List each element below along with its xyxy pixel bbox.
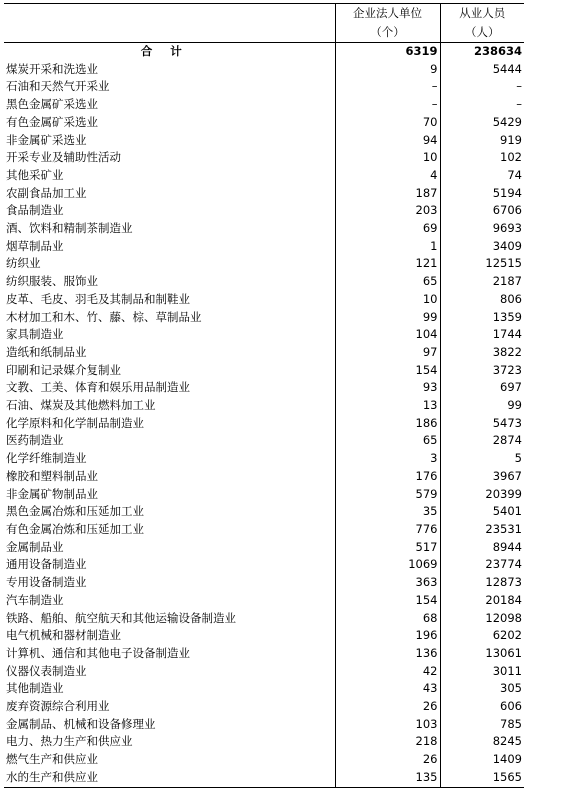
table-row <box>4 309 524 327</box>
industry-name: 燃气生产和供应业 <box>6 752 98 767</box>
units-count: 69 <box>335 220 440 238</box>
units-count: 776 <box>335 521 440 539</box>
units-count: 10 <box>335 291 440 309</box>
units-count: 517 <box>335 539 440 557</box>
industry-name: 酒、饮料和精制茶制造业 <box>6 221 133 236</box>
employee-count: 6706 <box>440 202 524 220</box>
employee-count: 3723 <box>440 362 524 380</box>
table-row <box>4 468 524 486</box>
table-row <box>4 592 524 610</box>
total-row <box>4 43 524 61</box>
industry-name: 仪器仪表制造业 <box>6 663 87 678</box>
units-count: 99 <box>335 309 440 327</box>
table-row <box>4 273 524 291</box>
units-count: 97 <box>335 344 440 362</box>
units-count: 65 <box>335 273 440 291</box>
employee-count: 1409 <box>440 751 524 769</box>
table-row <box>4 96 524 114</box>
units-count: 9 <box>335 61 440 79</box>
units-count: 218 <box>335 733 440 751</box>
table-row <box>4 450 524 468</box>
industry-name: 煤炭开采和洗选业 <box>6 61 98 76</box>
employee-count: 23531 <box>440 521 524 539</box>
units-count: 363 <box>335 574 440 592</box>
table-row <box>4 521 524 539</box>
employee-count: 1565 <box>440 769 524 787</box>
employee-count: 102 <box>440 149 524 167</box>
units-count: 43 <box>335 680 440 698</box>
employee-count: 23774 <box>440 556 524 574</box>
employee-count: 6202 <box>440 627 524 645</box>
table-row <box>4 379 524 397</box>
header-blank-cell <box>4 4 335 43</box>
employee-count: 5444 <box>440 61 524 79</box>
units-count: 1069 <box>335 556 440 574</box>
header-units-title: 企业法人单位 <box>353 6 422 20</box>
units-count: 176 <box>335 468 440 486</box>
table-row <box>4 167 524 185</box>
employee-count: 5429 <box>440 114 524 132</box>
units-count: 10 <box>335 149 440 167</box>
table-row <box>4 556 524 574</box>
total-employees: 238634 <box>440 43 524 61</box>
industry-name: 水的生产和供应业 <box>4 769 335 787</box>
employee-count: 1744 <box>440 326 524 344</box>
table-row <box>4 291 524 309</box>
table-row <box>4 149 524 167</box>
industry-name: 石油、煤炭及其他燃料加工业 <box>6 398 156 413</box>
employee-count: 20184 <box>440 592 524 610</box>
employee-count: 785 <box>440 716 524 734</box>
units-count: 68 <box>335 610 440 628</box>
industry-name: 黑色金属矿采选业 <box>6 97 98 112</box>
employee-count: 697 <box>440 379 524 397</box>
industry-name: 化学原料和化学制品制造业 <box>6 415 144 430</box>
units-count: 579 <box>335 486 440 504</box>
table-row <box>4 733 524 751</box>
employee-count: – <box>440 78 524 96</box>
industry-name: 印刷和记录媒介复制业 <box>6 362 121 377</box>
units-count: 154 <box>335 362 440 380</box>
employee-count: 1359 <box>440 309 524 327</box>
industry-name: 纺织业 <box>6 256 41 271</box>
employee-count: 5473 <box>440 415 524 433</box>
table-row <box>4 185 524 203</box>
header-units <box>335 4 440 43</box>
industry-name: 通用设备制造业 <box>6 557 87 572</box>
units-count: 65 <box>335 432 440 450</box>
employee-count: 99 <box>440 397 524 415</box>
employee-count: 919 <box>440 132 524 150</box>
industry-name: 非金属矿采选业 <box>6 132 87 147</box>
industry-name: 石油和天然气开采业 <box>6 79 110 94</box>
units-count: 1 <box>335 238 440 256</box>
table-row <box>4 397 524 415</box>
table-row <box>4 486 524 504</box>
industry-statistics-table <box>4 3 524 788</box>
industry-name: 专用设备制造业 <box>6 575 87 590</box>
table-row <box>4 61 524 79</box>
table-row <box>4 698 524 716</box>
units-count: 154 <box>335 592 440 610</box>
employee-count: 2874 <box>440 432 524 450</box>
table-row <box>4 503 524 521</box>
employee-count: 20399 <box>440 486 524 504</box>
table-row <box>4 202 524 220</box>
units-count: 186 <box>335 415 440 433</box>
employee-count: 8944 <box>440 539 524 557</box>
table-row <box>4 132 524 150</box>
industry-name: 有色金属矿采选业 <box>6 114 98 129</box>
table-row <box>4 663 524 681</box>
employee-count: 74 <box>440 167 524 185</box>
table-row <box>4 114 524 132</box>
header-units-unit: （个） <box>370 25 405 39</box>
employee-count: 12873 <box>440 574 524 592</box>
units-count: 3 <box>335 450 440 468</box>
industry-name: 烟草制品业 <box>6 238 64 253</box>
table-header-row <box>4 4 524 43</box>
table-row <box>4 344 524 362</box>
industry-name: 金属制品、机械和设备修理业 <box>6 716 156 731</box>
industry-name: 计算机、通信和其他电子设备制造业 <box>6 645 190 660</box>
header-employees-unit: （人） <box>465 25 500 39</box>
table-row <box>4 574 524 592</box>
header-employees-title: 从业人员 <box>459 6 506 20</box>
statistics-document <box>4 3 524 788</box>
table-row <box>4 645 524 663</box>
employee-count: 3011 <box>440 663 524 681</box>
industry-name: 造纸和纸制品业 <box>6 344 87 359</box>
table-row <box>4 78 524 96</box>
industry-name: 非金属矿物制品业 <box>6 486 98 501</box>
units-count: 42 <box>335 663 440 681</box>
employee-count: 5 <box>440 450 524 468</box>
industry-name: 汽车制造业 <box>6 592 64 607</box>
employee-count: 13061 <box>440 645 524 663</box>
industry-name: 电气机械和器材制造业 <box>6 628 121 643</box>
employee-count: 8245 <box>440 733 524 751</box>
table-row <box>4 680 524 698</box>
table-row <box>4 716 524 734</box>
employee-count: 9693 <box>440 220 524 238</box>
employee-count: 606 <box>440 698 524 716</box>
table-row <box>4 627 524 645</box>
industry-name: 医药制造业 <box>6 433 64 448</box>
employee-count: 2187 <box>440 273 524 291</box>
units-count: – <box>335 78 440 96</box>
header-employees <box>440 4 524 43</box>
units-count: 203 <box>335 202 440 220</box>
employee-count: 5194 <box>440 185 524 203</box>
total-label: 合计 <box>140 44 200 58</box>
units-count: 103 <box>335 716 440 734</box>
units-count: 136 <box>335 645 440 663</box>
units-count: 13 <box>335 397 440 415</box>
employee-count: – <box>440 96 524 114</box>
industry-name: 开采专业及辅助性活动 <box>6 150 121 165</box>
table-row <box>4 220 524 238</box>
employee-count: 3409 <box>440 238 524 256</box>
industry-name: 皮革、毛皮、羽毛及其制品和制鞋业 <box>6 291 190 306</box>
industry-name: 文教、工美、体育和娱乐用品制造业 <box>6 380 190 395</box>
industry-name: 废弃资源综合利用业 <box>6 699 110 714</box>
table-row <box>4 610 524 628</box>
industry-name: 铁路、船舶、航空航天和其他运输设备制造业 <box>6 610 236 625</box>
table-row <box>4 751 524 769</box>
industry-name: 橡胶和塑料制品业 <box>6 468 98 483</box>
units-count: 26 <box>335 698 440 716</box>
units-count: 35 <box>335 503 440 521</box>
industry-name: 化学纤维制造业 <box>6 451 87 466</box>
total-units: 6319 <box>335 43 440 61</box>
table-row <box>4 769 524 787</box>
industry-name: 家具制造业 <box>6 327 64 342</box>
units-count: 4 <box>335 167 440 185</box>
table-row <box>4 238 524 256</box>
industry-name: 木材加工和木、竹、藤、棕、草制品业 <box>6 309 202 324</box>
industry-name: 电力、热力生产和供应业 <box>6 734 133 749</box>
table-row <box>4 432 524 450</box>
employee-count: 3822 <box>440 344 524 362</box>
units-count: 187 <box>335 185 440 203</box>
employee-count: 3967 <box>440 468 524 486</box>
industry-name: 金属制品业 <box>6 539 64 554</box>
industry-name: 其他采矿业 <box>6 167 64 182</box>
employee-count: 5401 <box>440 503 524 521</box>
industry-name: 有色金属冶炼和压延加工业 <box>6 521 144 536</box>
employee-count: 806 <box>440 291 524 309</box>
units-count: 94 <box>335 132 440 150</box>
table-row <box>4 255 524 273</box>
industry-name: 其他制造业 <box>6 681 64 696</box>
units-count: 104 <box>335 326 440 344</box>
units-count: 135 <box>335 769 440 787</box>
employee-count: 12515 <box>440 255 524 273</box>
table-row <box>4 415 524 433</box>
units-count: – <box>335 96 440 114</box>
table-row <box>4 362 524 380</box>
units-count: 93 <box>335 379 440 397</box>
table-row <box>4 539 524 557</box>
units-count: 26 <box>335 751 440 769</box>
units-count: 121 <box>335 255 440 273</box>
employee-count: 12098 <box>440 610 524 628</box>
industry-name: 黑色金属冶炼和压延加工业 <box>6 504 144 519</box>
employee-count: 305 <box>440 680 524 698</box>
industry-name: 农副食品加工业 <box>6 185 87 200</box>
industry-name: 食品制造业 <box>6 203 64 218</box>
industry-name: 纺织服装、服饰业 <box>6 274 98 289</box>
units-count: 70 <box>335 114 440 132</box>
units-count: 196 <box>335 627 440 645</box>
table-row <box>4 326 524 344</box>
